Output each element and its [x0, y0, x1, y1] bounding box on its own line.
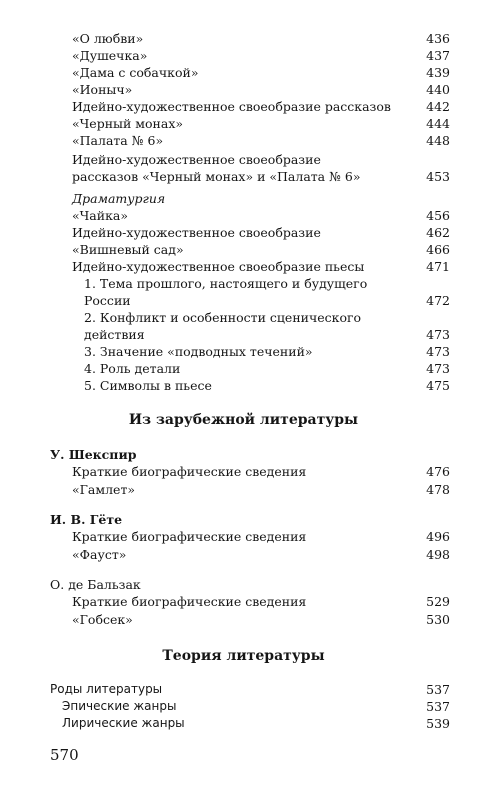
toc-entry-page: 475: [426, 378, 450, 393]
toc-entry-text: «Черный монах»: [72, 116, 184, 131]
toc-entry-text: 3. Значение «подводных течений»: [84, 344, 313, 359]
toc-entry-text: 5. Символы в пьесе: [84, 378, 212, 393]
toc-entry-text: «Гамлет»: [72, 482, 136, 497]
toc-entry-text: «Чайка»: [72, 208, 129, 223]
toc-entry-text: России: [84, 293, 131, 308]
toc-entry-page: 466: [426, 242, 450, 257]
toc-entry-page: 453: [426, 169, 450, 184]
toc-entry-text: 1. Тема прошлого, настоящего и будущего: [84, 276, 368, 291]
toc-entry-page: 462: [426, 225, 450, 240]
toc-entry-text: Краткие биографические сведения: [72, 464, 307, 479]
toc-entry-text: «Фауст»: [72, 547, 127, 562]
toc-entry-text: Идейно-художественное своеобразие пьесы: [72, 259, 365, 274]
toc-entry-page: 473: [426, 344, 450, 359]
toc-entry-page: 436: [426, 31, 450, 46]
toc-entry-page: 439: [426, 65, 450, 80]
toc-entry-page: 444: [426, 116, 450, 131]
toc-entry-page: 529: [426, 594, 450, 609]
toc-entry-page: 471: [426, 259, 450, 274]
toc-entry-text: «Палата № 6»: [72, 133, 164, 148]
toc-entry-text: Идейно-художественное своеобразие: [72, 152, 321, 167]
toc-entry-page: 472: [426, 293, 450, 308]
toc-entry-text: «Душечка»: [72, 48, 148, 63]
toc-entry-text: 4. Роль детали: [84, 361, 181, 376]
toc-entry-page: 473: [426, 361, 450, 376]
toc-entry-text: действия: [84, 327, 145, 342]
toc-entry-page: 440: [426, 82, 450, 97]
toc-entry-text: Лирические жанры: [62, 716, 185, 730]
toc-entry-text: Роды литературы: [50, 682, 163, 696]
toc-entry-text: «Дама с собачкой»: [72, 65, 199, 80]
author-name: И. В. Гёте: [50, 512, 123, 527]
section-heading-theory: Теория литературы: [162, 648, 325, 664]
toc-entry-text: 2. Конфликт и особенности сценического: [84, 310, 362, 325]
page-number: 570: [50, 746, 79, 764]
toc-entry-page: 498: [426, 547, 450, 562]
section-heading-foreign: Из зарубежной литературы: [128, 412, 359, 428]
toc-entry-page: 437: [426, 48, 450, 63]
toc-entry-page: 530: [426, 612, 450, 627]
toc-entry-text: Идейно-художественное своеобразие рассказов: [72, 99, 391, 114]
toc-entry-text: Краткие биографические сведения: [72, 594, 307, 609]
toc-entry-page: 473: [426, 327, 450, 342]
toc-entry-text: рассказов «Черный монах» и «Палата № 6»: [72, 169, 361, 184]
toc-entry-text: Эпические жанры: [62, 699, 177, 713]
author-name: О. де Бальзак: [50, 577, 141, 592]
author-name: У. Шекспир: [50, 447, 137, 462]
toc-entry-text: «О любви»: [72, 31, 144, 46]
toc-entry-text: «Вишневый сад»: [72, 242, 184, 257]
toc-entry-page: 537: [426, 699, 450, 714]
toc-entry-page: 539: [426, 716, 450, 731]
toc-entry-text: Идейно-художественное своеобразие: [72, 225, 321, 240]
toc-entry-page: 478: [426, 482, 450, 497]
toc-entry-text: «Ионыч»: [72, 82, 133, 97]
toc-entry-page: 448: [426, 133, 450, 148]
section-subheading-drama: Драматургия: [72, 191, 166, 206]
toc-entry-text: «Гобсек»: [72, 612, 133, 627]
toc-entry-text: Краткие биографические сведения: [72, 529, 307, 544]
toc-entry-page: 496: [426, 529, 450, 544]
toc-entry-page: 456: [426, 208, 450, 223]
toc-entry-page: 537: [426, 682, 450, 697]
toc-entry-page: 476: [426, 464, 450, 479]
toc-entry-page: 442: [426, 99, 450, 114]
